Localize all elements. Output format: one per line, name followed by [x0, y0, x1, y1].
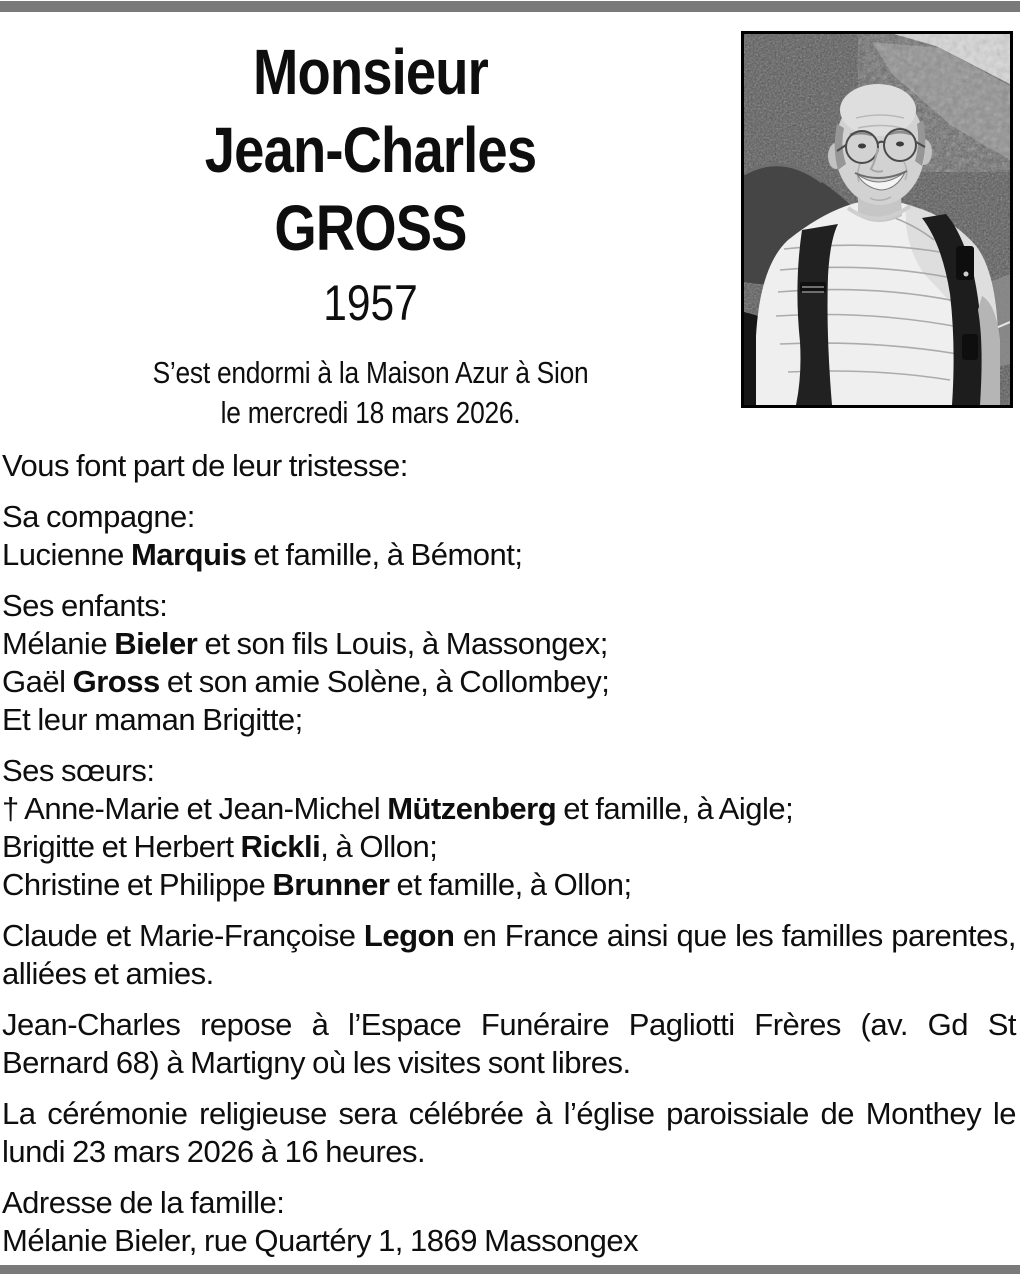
- paragraph: [2, 498, 1016, 574]
- text-segment: Adresse de la famille:: [2, 1185, 285, 1220]
- text-segment: Et leur maman Brigitte;: [2, 702, 303, 737]
- text-segment: Mélanie: [2, 626, 115, 661]
- text-segment: † Anne-Marie et Jean-Michel: [2, 791, 388, 826]
- death-announcement: [56, 353, 686, 433]
- family-name-bold: Rickli: [240, 829, 321, 864]
- text-segment: Lucienne: [2, 537, 131, 572]
- header-text-block: [0, 0, 741, 433]
- text-segment: et famille, à Bémont;: [246, 537, 523, 572]
- birth-year: 1957: [323, 275, 418, 331]
- text-segment: et son fils Louis, à Massongex;: [197, 626, 608, 661]
- top-divider-bar: [0, 1, 1020, 12]
- family-name-bold: Marquis: [130, 537, 247, 572]
- portrait-photo: [741, 31, 1013, 408]
- text-segment: Vous font part de leur tristesse:: [2, 448, 408, 483]
- text-segment: Ses enfants:: [2, 588, 168, 623]
- family-name-bold: Legon: [363, 918, 455, 953]
- paragraph: [2, 752, 1016, 904]
- notice-body: [0, 447, 1020, 1260]
- text-segment: Mélanie Bieler, rue Quartéry 1, 1869 Massongex: [2, 1223, 639, 1258]
- paragraph: [2, 587, 1016, 739]
- title-first-name: Jean-Charles: [204, 114, 537, 186]
- portrait-photo-drawing: [744, 34, 1010, 405]
- paragraph: [2, 1095, 1016, 1171]
- title-last-name: GROSS: [274, 192, 467, 264]
- family-name-bold: Mützenberg: [387, 791, 557, 826]
- paragraph: [2, 1006, 1016, 1082]
- paragraph: [2, 1184, 1016, 1260]
- paragraph: [2, 447, 1016, 485]
- family-name-bold: Gross: [72, 664, 160, 699]
- text-segment: et famille, à Ollon;: [389, 867, 632, 902]
- text-segment: La cérémonie religieuse sera célébrée à l’église paroissiale de Monthey le lundi 23 mars 2026 à 16 heures.: [2, 1096, 1016, 1169]
- text-segment: Sa compagne:: [2, 499, 195, 534]
- paragraph: [2, 917, 1016, 993]
- text-segment: Gaël: [2, 664, 73, 699]
- text-segment: , à Ollon;: [320, 829, 438, 864]
- text-segment: Christine et Philippe: [2, 867, 273, 902]
- text-segment: Claude et Marie-Françoise: [2, 918, 364, 953]
- family-name-bold: Brunner: [272, 867, 390, 902]
- death-place-line: S’est endormi à la Maison Azur à Sion: [152, 355, 589, 390]
- notice-header: [0, 0, 1020, 433]
- title-monsieur: Monsieur: [253, 36, 488, 108]
- text-segment: et son amie Solène, à Collombey;: [159, 664, 610, 699]
- text-segment: et famille, à Aigle;: [556, 791, 794, 826]
- family-name-bold: Bieler: [114, 626, 198, 661]
- text-segment: Jean-Charles repose à l’Espace Funéraire Pagliotti Frères (av. Gd St Bernard 68) à Martigny où les visites sont libres.: [2, 1007, 1016, 1080]
- bottom-divider-bar: [0, 1265, 1020, 1274]
- text-segment: en France ainsi que les familles parentes, alliées et amies.: [2, 918, 1016, 991]
- death-date-line: le mercredi 18 mars 2026.: [220, 395, 521, 430]
- text-segment: Ses sœurs:: [2, 753, 155, 788]
- text-segment: Brigitte et Herbert: [2, 829, 241, 864]
